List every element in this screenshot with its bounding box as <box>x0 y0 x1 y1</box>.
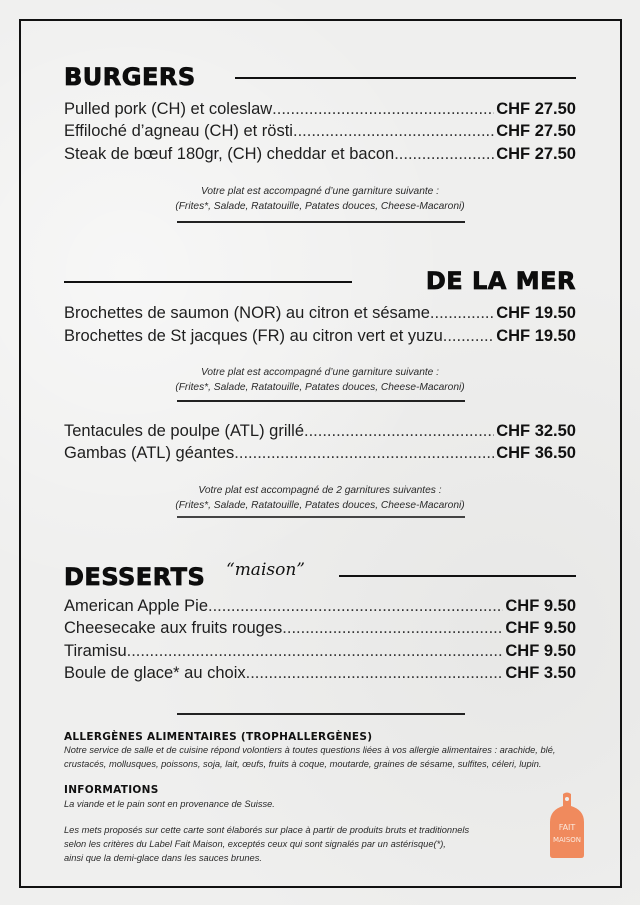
leader-dots <box>282 619 503 638</box>
divider <box>177 516 465 518</box>
item-price: CHF 9.50 <box>505 642 576 660</box>
divider <box>339 575 576 577</box>
item-name: Brochettes de saumon (NOR) au citron et sésame <box>64 304 430 322</box>
note-line: Votre plat est accompagné de 2 garnitures suivantes : <box>198 485 442 496</box>
item-name: Effiloché d’agneau (CH) et rösti <box>64 122 293 140</box>
allergens-text <box>64 743 555 771</box>
info-title: INFORMATIONS <box>64 784 159 796</box>
leader-dots <box>234 444 494 463</box>
item-price: CHF 36.50 <box>496 444 576 462</box>
menu-item <box>64 304 576 326</box>
item-name: Gambas (ATL) géantes <box>64 444 235 462</box>
leader-dots <box>394 145 494 164</box>
item-name: Tentacules de poulpe (ATL) grillé <box>64 422 304 440</box>
item-name: Steak de bœuf 180gr, (CH) cheddar et bacon <box>64 145 395 163</box>
item-name: Pulled pork (CH) et coleslaw <box>64 100 273 118</box>
divider <box>177 713 465 715</box>
item-name: Brochettes de St jacques (FR) au citron vert et yuzu <box>64 327 443 345</box>
garnish-note <box>150 365 490 395</box>
item-name: Tiramisu <box>64 642 127 660</box>
menu-item <box>64 664 576 686</box>
allergens-title: ALLERGÈNES ALIMENTAIRES (TROPHALLERGÈNES) <box>64 731 373 743</box>
item-name: Boule de glace* au choix <box>64 664 246 682</box>
text-line: ainsi que la demi-glace dans les sauces brunes. <box>64 853 262 863</box>
note-line: (Frites*, Salade, Ratatouille, Patates douces, Cheese-Macaroni) <box>175 201 465 212</box>
divider <box>177 221 465 223</box>
item-price: CHF 19.50 <box>496 304 576 322</box>
garnish-note <box>150 483 490 513</box>
menu-item <box>64 100 576 122</box>
item-price: CHF 27.50 <box>496 122 576 140</box>
svg-text:FAIT: FAIT <box>558 823 576 832</box>
section-title-de-la-mer: DE LA MER <box>425 267 576 295</box>
divider <box>177 400 465 402</box>
text-line: Les mets proposés sur cette carte sont élaborés sur place à partir de produits bruts et traditionnels <box>64 825 470 835</box>
leader-dots <box>272 100 494 119</box>
text-line: Notre service de salle et de cuisine répond volontiers à toutes questions liées à vos allergie alimentaires : arachide, blé, <box>64 745 556 755</box>
garnish-note <box>150 184 490 214</box>
menu-item <box>64 444 576 466</box>
menu-item <box>64 619 576 641</box>
item-price: CHF 32.50 <box>496 422 576 440</box>
menu-item <box>64 122 576 144</box>
section-subtitle-maison: “maison” <box>226 560 305 580</box>
leader-dots <box>246 664 504 683</box>
leader-dots <box>304 422 494 441</box>
item-name: Cheesecake aux fruits rouges <box>64 619 283 637</box>
menu-item <box>64 422 576 444</box>
section-title-burgers: BURGERS <box>64 63 196 91</box>
leader-dots <box>443 327 494 346</box>
leader-dots <box>293 122 494 141</box>
info-text: La viande et le pain sont en provenance de Suisse. <box>64 799 275 809</box>
note-line: Votre plat est accompagné d’une garniture suivante : <box>200 186 440 197</box>
note-line: (Frites*, Salade, Ratatouille, Patates douces, Cheese-Macaroni) <box>175 500 465 511</box>
item-price: CHF 19.50 <box>496 327 576 345</box>
item-price: CHF 9.50 <box>505 597 576 615</box>
divider <box>64 281 352 283</box>
cutting-board-icon <box>548 792 586 860</box>
item-price: CHF 9.50 <box>505 619 576 637</box>
item-price: CHF 27.50 <box>496 100 576 118</box>
item-name: American Apple Pie <box>64 597 208 615</box>
menu-item <box>64 327 576 349</box>
divider <box>235 77 576 79</box>
text-line: selon les critères du Label Fait Maison, exceptés ceux qui sont signalés par un astérisque(*), <box>64 839 446 849</box>
section-title-desserts: DESSERTS <box>64 563 206 591</box>
item-price: CHF 27.50 <box>496 145 576 163</box>
menu-item <box>64 642 576 664</box>
leader-dots <box>430 304 494 323</box>
menu-item <box>64 145 576 167</box>
svg-text:MAISON: MAISON <box>552 836 582 844</box>
info-text-block <box>64 823 469 865</box>
leader-dots <box>127 642 504 661</box>
leader-dots <box>208 597 503 616</box>
item-price: CHF 3.50 <box>505 664 576 682</box>
note-line: Votre plat est accompagné d’une garniture suivante : <box>200 367 440 378</box>
menu-item <box>64 597 576 619</box>
text-line: crustacés, mollusques, poissons, soja, lait, œufs, fruits à coque, moutarde, graines de sésame, sulfites, céleri, lupin. <box>64 759 542 769</box>
fait-maison-badge <box>548 792 586 860</box>
note-line: (Frites*, Salade, Ratatouille, Patates douces, Cheese-Macaroni) <box>175 382 465 393</box>
